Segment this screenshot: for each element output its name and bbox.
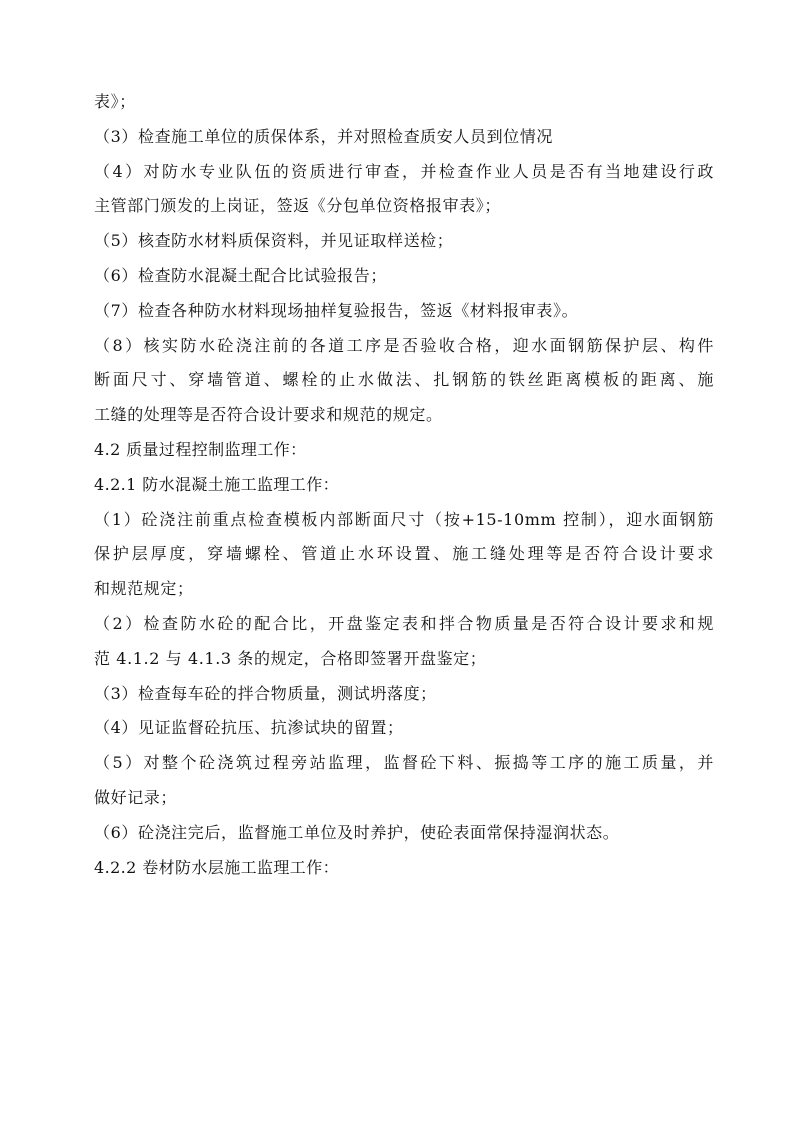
text-line-3: （4）对防水专业队伍的资质进行审查，并检查作业人员是否有当地建设行政: [94, 161, 714, 181]
text-line-2: （3）检查施工单位的质保体系，并对照检查质安人员到位情况: [94, 126, 553, 146]
text-line-6: （6）检查防水混凝土配合比试验报告；: [94, 265, 387, 285]
section-heading-4-2: 4.2 质量过程控制监理工作：: [94, 439, 307, 459]
section-heading-4-2-2: 4.2.2 卷材防水层施工监理工作：: [94, 857, 339, 877]
text-line-16: （2）检查防水砼的配合比，开盘鉴定表和拌合物质量是否符合设计要求和规: [94, 613, 714, 633]
text-line-9: 断面尺寸、穿墙管道、螺栓的止水做法、扎钢筋的铁丝距离模板的距离、施: [94, 370, 714, 390]
text-line-14: 保护层厚度，穿墙螺栓、管道止水环设置、施工缝处理等是否符合设计要求: [94, 544, 714, 564]
text-line-8: （8）核实防水砼浇注前的各道工序是否验收合格，迎水面钢筋保护层、构件: [94, 335, 714, 355]
text-line-19: （4）见证监督砼抗压、抗渗试块的留置；: [94, 718, 404, 738]
text-line-5: （5）核查防水材料质保资料，并见证取样送检；: [94, 231, 454, 251]
text-line-13: （1）砼浇注前重点检查模板内部断面尺寸（按+15-10mm 控制），迎水面钢筋: [94, 509, 714, 529]
text-line-17: 范 4.1.2 与 4.1.3 条的规定，合格即签署开盘鉴定；: [94, 648, 487, 668]
text-line-21: 做好记录；: [94, 787, 178, 807]
document-body: [94, 85, 714, 885]
text-line-22: （6）砼浇注完后，监督施工单位及时养护，使砼表面常保持湿润状态。: [94, 822, 620, 842]
text-line-15: 和规范规定；: [94, 579, 194, 599]
text-line-10: 工缝的处理等是否符合设计要求和规范的规定。: [94, 405, 443, 425]
section-heading-4-2-1: 4.2.1 防水混凝土施工监理工作：: [94, 474, 339, 494]
text-line-4: 主管部门颁发的上岗证，签返《分包单位资格报审表》；: [94, 196, 502, 216]
text-line-1: 表》；: [94, 92, 136, 111]
text-line-20: （5）对整个砼浇筑过程旁站监理，监督砼下料、振捣等工序的施工质量，并: [94, 753, 714, 773]
text-line-18: （3）检查每车砼的拌合物质量，测试坍落度；: [94, 683, 437, 703]
text-line-7: （7）检查各种防水材料现场抽样复验报告，签返《材料报审表》。: [94, 300, 579, 320]
